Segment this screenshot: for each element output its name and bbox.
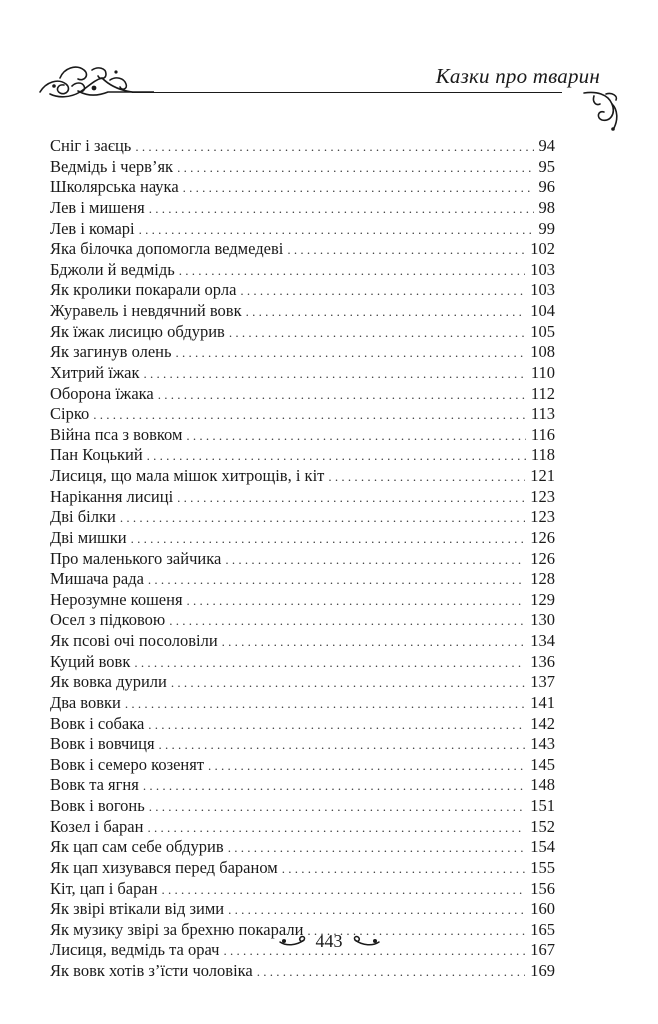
dot-leader [208,756,525,777]
toc-entry [50,384,555,405]
page-footer [0,926,658,956]
toc-entry-title: Вовк і вогонь [50,796,145,815]
toc-entry-page: 137 [530,672,555,692]
toc-entry [50,879,555,900]
toc-entry [50,590,555,611]
dot-leader [171,673,525,694]
toc-entry [50,322,555,343]
toc-entry-page: 108 [530,342,555,362]
toc-entry-page: 123 [530,507,555,527]
dot-leader [176,343,526,364]
toc-entry-page: 148 [530,775,555,795]
toc-entry-page: 154 [530,837,555,857]
toc-entry-title: Яка білочка допомогла ведмедеві [50,239,284,259]
dot-leader [125,694,525,715]
toc-entry-title: Як музику звірі за брехню покарали [50,919,304,939]
toc-entry-page: 151 [530,796,555,815]
toc-entry [50,734,555,755]
toc-entry-title: Оборона їжака [50,383,154,403]
dot-leader [240,281,525,302]
toc-entry-title: Вовк і вовчиця [50,734,155,754]
toc-entry [50,631,555,652]
dot-leader [120,508,525,529]
toc-entry [50,507,555,528]
dot-leader [158,385,526,406]
toc-entry [50,858,555,879]
floral-flourish-icon [36,58,154,104]
dot-leader [149,199,534,220]
toc-entry [50,961,555,982]
toc-entry-title: Лев і комарі [50,218,135,238]
header-rule [132,92,562,93]
toc-entry-title: Два вовки [50,692,121,712]
page-number: 443 [315,930,343,951]
toc-entry-page: 99 [538,218,555,238]
toc-entry [50,796,555,817]
dot-leader [134,653,525,674]
dot-leader [149,797,525,818]
toc-entry [50,569,555,590]
toc-entry-title: Війна пса з вовком [50,424,183,444]
toc-entry-title: Ведмідь і черв’як [50,156,174,176]
toc-entry-page: 113 [530,404,555,424]
toc-entry-title: Бджоли й ведмідь [50,259,175,279]
toc-entry-title: Хитрий їжак [50,362,140,382]
toc-entry-page: 126 [530,548,555,568]
toc-entry [50,775,555,796]
toc-entry-title: Сніг і заєць [50,136,132,155]
toc-entry-page: 103 [530,259,555,279]
dot-leader [257,962,526,983]
dot-leader [186,426,525,447]
toc-entry-title: Вовк і собака [50,713,145,733]
toc-entry [50,693,555,714]
toc-entry [50,487,555,508]
toc-entry-title: Дві мишки [50,527,127,547]
toc-entry-page: 160 [530,899,555,919]
dot-leader [148,570,525,591]
toc-entry-title: Сірко [50,404,90,424]
toc-entry-title: Дві білки [50,507,116,527]
dot-leader [228,838,526,859]
toc-entry-page: 126 [530,527,555,547]
toc-entry-page: 129 [530,589,555,609]
running-header [36,58,622,128]
toc-entry [50,528,555,549]
toc-entry [50,899,555,920]
toc-entry-title: Як псові очі посоловіли [50,631,218,650]
toc-entry-title: Як їжак лисицю обдурив [50,321,225,341]
dot-leader [159,735,526,756]
dot-leader [139,220,534,241]
toc-entry-title: Лисиця, що мала мішок хитрощів, і кіт [50,466,325,485]
toc-entry-title: Куций вовк [50,651,131,671]
toc-entry [50,239,555,260]
dot-leader [143,776,525,797]
toc-entry-page: 152 [530,816,555,836]
toc-entry [50,404,555,425]
toc-entry-title: Як вовк хотів з’їсти чоловіка [50,961,253,980]
toc-entry [50,301,555,322]
toc-entry-page: 123 [530,486,555,506]
toc-entry [50,445,555,466]
dot-leader [328,467,525,488]
toc-entry-page: 103 [530,280,555,300]
swirl-ornament-icon [278,934,308,948]
toc-entry-title: Журавель і невдячний вовк [50,301,242,320]
dot-leader [131,529,526,550]
toc-entry-title: Школярська наука [50,177,179,197]
toc-entry-page: 105 [530,321,555,341]
toc-entry-page: 141 [530,692,555,712]
toc-entry-title: Вовк і семеро козенят [50,754,205,774]
dot-leader [179,261,525,282]
toc-entry [50,549,555,570]
toc-entry [50,837,555,858]
toc-entry-page: 116 [530,424,555,444]
toc-entry [50,610,555,631]
toc-entry-title: Як цап хизувався перед бараном [50,857,278,877]
toc-entry [50,219,555,240]
toc-entry [50,817,555,838]
toc-entry-page: 95 [538,156,555,176]
dot-leader [177,158,533,179]
toc-entry-title: Пан Коцький [50,445,143,465]
dot-leader [147,818,525,839]
corner-flourish-icon [582,88,622,132]
dot-leader [228,900,525,921]
toc-entry-page: 112 [530,383,555,403]
toc-entry-title: Нерозумне кошеня [50,589,183,609]
toc-entry [50,425,555,446]
toc-entry-page: 104 [530,301,555,320]
toc-entry-page: 94 [538,136,555,155]
dot-leader [144,364,526,385]
toc-entry-page: 156 [530,878,555,898]
toc-entry-title: Мишача рада [50,569,144,589]
toc-entry [50,714,555,735]
toc-entry [50,177,555,198]
dot-leader [246,302,526,323]
toc-entry-title: Вовк та ягня [50,775,139,795]
toc-entry-page: 121 [530,466,555,485]
toc-entry-title: Як вовка дурили [50,672,167,692]
dot-leader [135,137,533,158]
dot-leader [229,323,525,344]
toc-entry-page: 102 [530,239,555,259]
toc-entry-page: 136 [530,651,555,671]
dot-leader [177,488,525,509]
dot-leader [169,611,525,632]
toc-entry [50,755,555,776]
toc-entry [50,280,555,301]
dot-leader [287,240,525,261]
toc-entry-page: 167 [530,940,555,960]
toc-entry-title: Як звірі втікали від зими [50,899,225,919]
toc-entry-title: Осел з підковою [50,610,166,630]
dot-leader [183,178,534,199]
toc-entry-title: Як кролики покарали орла [50,280,237,300]
toc-entry-page: 130 [530,610,555,630]
toc-entry-page: 96 [538,177,555,197]
running-title: Казки про тварин [435,64,600,88]
toc-entry [50,260,555,281]
toc-entry-page: 145 [530,754,555,774]
table-of-contents [50,136,555,982]
toc-entry-title: Як цап сам себе обдурив [50,837,224,857]
toc-entry [50,198,555,219]
dot-leader [148,715,525,736]
toc-entry-page: 98 [538,197,555,217]
toc-entry-page: 155 [530,857,555,877]
dot-leader [147,446,526,467]
dot-leader [225,550,525,571]
toc-entry [50,672,555,693]
dot-leader [282,859,526,880]
toc-entry [50,136,555,157]
toc-entry-title: Лев і мишеня [50,197,145,217]
toc-entry-page: 143 [530,734,555,754]
toc-entry-page: 110 [530,362,555,382]
toc-entry-page: 134 [530,631,555,650]
toc-entry-title: Як загинув олень [50,342,172,362]
toc-entry-title: Лисиця, ведмідь та орач [50,940,220,960]
toc-entry [50,342,555,363]
toc-entry-page: 128 [530,569,555,589]
toc-entry-page: 118 [530,445,555,465]
dot-leader [93,405,526,426]
toc-entry-title: Кіт, цап і баран [50,878,158,898]
toc-entry [50,652,555,673]
toc-entry-page: 165 [530,919,555,939]
dot-leader [222,632,526,653]
toc-entry-page: 142 [530,713,555,733]
toc-entry [50,157,555,178]
toc-entry-title: Про маленького зайчика [50,548,222,568]
toc-entry-title: Козел і баран [50,816,144,836]
swirl-ornament-icon [351,934,381,948]
toc-entry-title: Нарікання лисиці [50,486,174,506]
toc-entry [50,363,555,384]
dot-leader [162,880,526,901]
toc-entry-page: 169 [530,961,555,980]
toc-entry [50,466,555,487]
dot-leader [187,591,526,612]
